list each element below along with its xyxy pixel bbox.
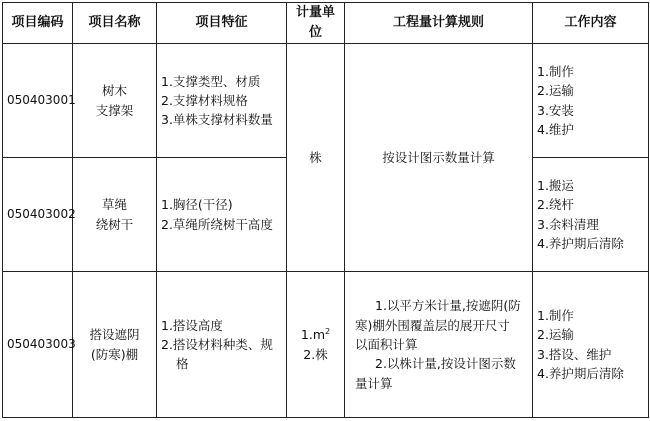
item-unit: $1.m^2$ 2.株 [287,272,345,418]
item-code: 050403001 [3,44,73,158]
item-name: 树木 支撑架 [73,44,157,158]
item-work: 1.搬运 2.绕杆 3.余料清理 4.养护期后清除 [533,158,649,272]
table-row [3,272,649,418]
header-rules: 工程量计算规则 [345,3,533,44]
item-name: 草绳 绕树干 [73,158,157,272]
item-features: 1.支撑类型、材质 2.支撑材料规格 3.单株支撑材料数量 [157,44,287,158]
bill-of-quantities-table [2,2,649,418]
item-rules: 1.以平方米计量,按遮阴(防寒)棚外围覆盖层的展开尺寸以面积计算 2.以株计量,按设计图示数量计算 [345,272,533,418]
item-features: 1.胸径(干径) 2.草绳所绕树干高度 [157,158,287,272]
item-work: 1.制作 2.运输 3.搭设、维护 4.养护期后清除 [533,272,649,418]
item-code: 050403003 [3,272,73,418]
header-work: 工作内容 [533,3,649,44]
header-row [3,3,649,44]
table-row [3,44,649,158]
item-name: 搭设遮阴 (防寒)棚 [73,272,157,418]
shared-rule: 按设计图示数量计算 [345,44,533,272]
item-code: 050403002 [3,158,73,272]
item-features: 1.搭设高度 2.搭设材料种类、规格 [157,272,287,418]
header-name: 项目名称 [73,3,157,44]
header-features: 项目特征 [157,3,287,44]
shared-unit: 株 [287,44,345,272]
header-unit: 计量单位 [287,3,345,44]
header-code: 项目编码 [3,3,73,44]
item-work: 1.制作 2.运输 3.安装 4.维护 [533,44,649,158]
